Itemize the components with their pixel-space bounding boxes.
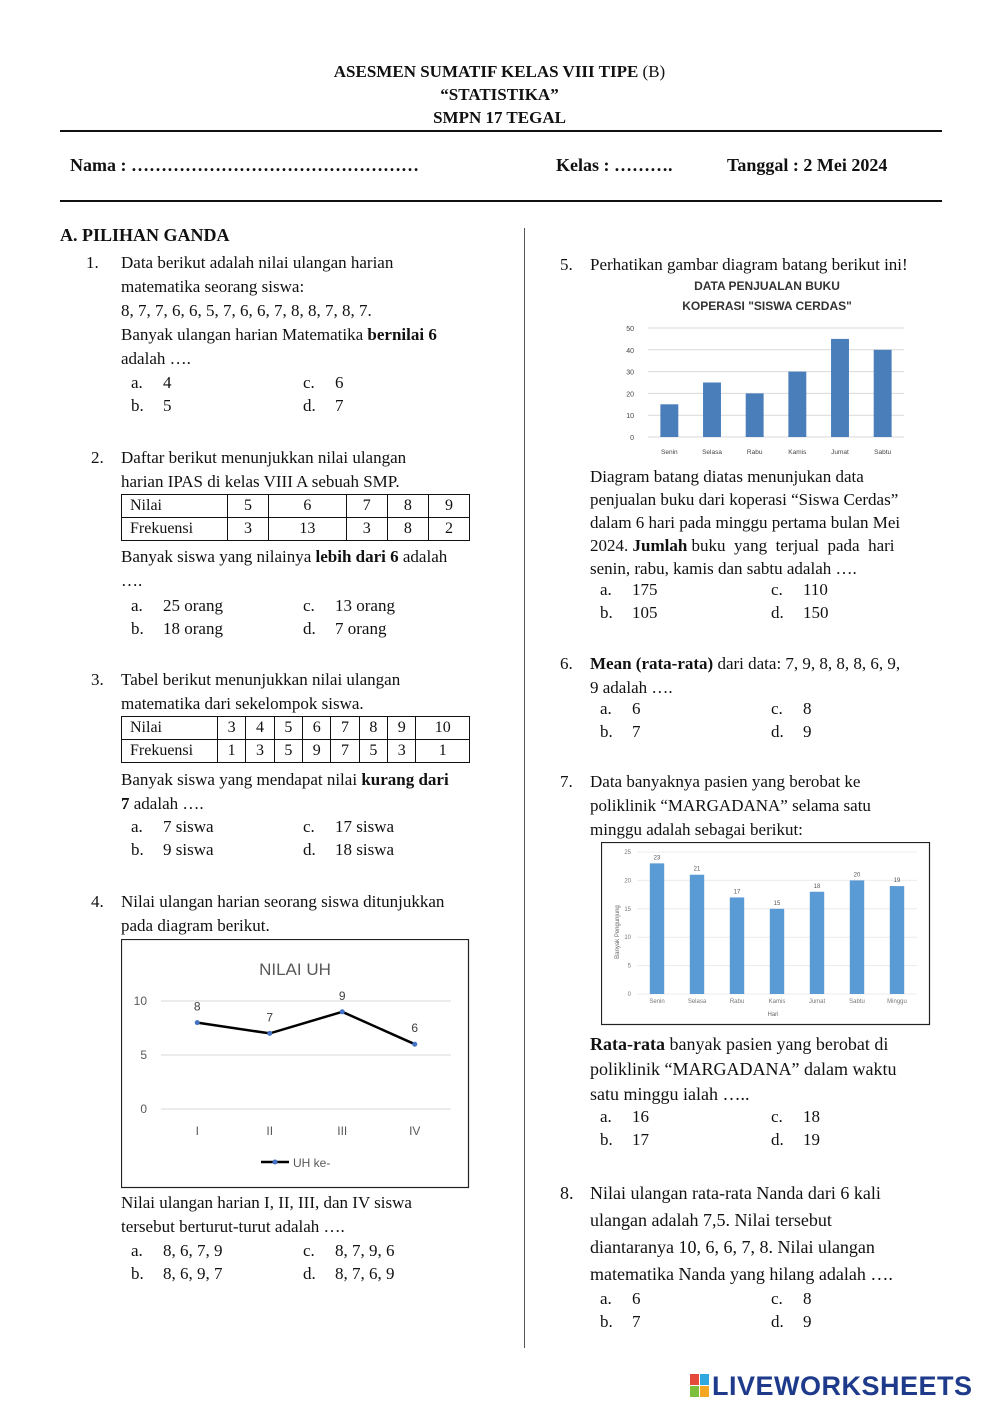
x-tick-label: II [266,1124,274,1138]
data-point [195,1020,200,1025]
x-tick-label: Selasa [687,999,707,1005]
q3-cell: 10 [416,717,470,740]
q2-cell: 8 [387,495,428,518]
q4-text-3: Nilai ulangan harian I, II, III, dan IV siswa [121,1193,412,1212]
data-label: 23 [653,855,661,862]
x-tick-label: Kamis [768,999,786,1005]
q1-text-4: Banyak ulangan harian Matematika bernilai 6 [121,325,437,344]
q1-option-a[interactable]: a. 4 [131,373,172,392]
liveworksheets-logo-icon [690,1374,710,1398]
q1-text-1: Data berikut adalah nilai ulangan harian [121,253,394,272]
x-tick-label: Senin [661,449,678,456]
q8-option-c[interactable]: c. 8 [771,1289,812,1308]
q3-cell: Nilai [122,717,218,740]
q3-cell: 5 [359,740,387,763]
data-label: 18 [813,883,821,890]
bar-chart-penjualan-buku [614,274,914,460]
q3-text-4: 7 adalah …. [121,794,204,813]
school-name: SMPN 17 TEGAL [433,108,566,127]
q5-para-5: senin, rabu, kamis dan sabtu adalah …. [590,559,857,578]
q4-option-c[interactable]: c. 8, 7, 9, 6 [303,1241,395,1260]
q3-cell: 4 [246,717,274,740]
column-divider [524,228,525,1348]
q8-option-a[interactable]: a. 6 [600,1289,641,1308]
q4-text-4: tersebut berturut-turut adalah …. [121,1217,345,1236]
q2-number: 2. [91,448,104,467]
y-tick-label: 10 [624,935,631,942]
x-tick-label: Rabu [746,449,763,456]
q1-option-c[interactable]: c. 6 [303,373,344,392]
data-point [412,1042,417,1047]
x-tick-label: Jumat [831,449,849,456]
bar [650,863,664,994]
q2-option-a[interactable]: a. 25 orang [131,596,223,615]
q6-option-b[interactable]: b. 7 [600,722,641,741]
q3-cell: 3 [246,740,274,763]
q7-number: 7. [560,772,573,791]
nama-field[interactable]: Nama : ………………………………………… [70,155,419,175]
q4-option-b[interactable]: b. 8, 6, 9, 7 [131,1264,223,1283]
x-tick-label: I [195,1124,199,1138]
q2-cell: 8 [387,518,428,541]
q4-text-2: pada diagram berikut. [121,916,270,935]
q1-option-d[interactable]: d. 7 [303,396,344,415]
q2-cell: 5 [228,495,269,518]
identity-divider [60,200,942,202]
q2-text-3: Banyak siswa yang nilainya lebih dari 6 adalah [121,547,448,566]
q2-text-1: Daftar berikut menunjukkan nilai ulangan [121,448,407,467]
q3-cell: 7 [331,717,359,740]
q4-option-d[interactable]: d. 8, 7, 6, 9 [303,1264,395,1283]
q6-option-a[interactable]: a. 6 [600,699,641,718]
q6-option-c[interactable]: c. 8 [771,699,812,718]
q3-table-row-nilai [122,717,470,740]
q7-option-c[interactable]: c. 18 [771,1107,820,1126]
y-tick-label: 5 [627,963,631,970]
q1-text-5: adalah …. [121,349,191,368]
q2-cell: 3 [346,518,387,541]
q2-cell: 3 [228,518,269,541]
data-label: 7 [266,1010,274,1025]
bar [703,383,721,438]
y-tick-label: 25 [624,850,631,856]
data-label: 17 [733,889,741,896]
chart-subtitle: KOPERASI "SISWA CERDAS" [682,299,852,313]
q8-text-4: matematika Nanda yang hilang adalah …. [590,1264,893,1284]
data-label: 21 [693,866,701,873]
data-label: 6 [411,1021,419,1036]
q2-text-4: …. [121,571,143,590]
q2-cell: 7 [346,495,387,518]
q3-cell: Frekuensi [122,740,218,763]
q3-cell: 3 [388,740,416,763]
bar [660,404,678,437]
q2-option-b[interactable]: b. 18 orang [131,619,223,638]
q3-number: 3. [91,670,104,689]
q3-cell: 6 [303,717,331,740]
bar [788,372,806,437]
section-title: A. PILIHAN GANDA [60,225,230,245]
q3-cell: 7 [331,740,359,763]
q8-text-3: diantaranya 10, 6, 6, 7, 8. Nilai ulangan [590,1237,875,1257]
x-tick-label: Sabtu [849,999,865,1005]
q7-option-b[interactable]: b. 17 [600,1130,649,1149]
y-tick-label: 10 [626,413,634,421]
y-tick-label: 0 [140,1102,147,1116]
bar-chart-pasien [601,842,931,1026]
y-axis-title: Banyak Pengunjung [615,905,621,959]
q3-text-3: Banyak siswa yang mendapat nilai kurang dari [121,770,449,789]
q3-option-b[interactable]: b. 9 siswa [131,840,214,859]
q5-option-c[interactable]: c. 110 [771,580,828,599]
q8-option-b[interactable]: b. 7 [600,1312,641,1331]
q2-cell: 2 [428,518,469,541]
tanggal-field: Tanggal : 2 Mei 2024 [727,155,888,175]
q5-para-1: Diagram batang diatas menunjukan data [590,467,864,486]
q2-table-row-nilai [122,495,470,518]
y-tick-label: 40 [626,347,634,355]
q8-option-d[interactable]: d. 9 [771,1312,812,1331]
q2-cell: 9 [428,495,469,518]
x-tick-label: Senin [649,999,665,1005]
q1-option-b[interactable]: b. 5 [131,396,172,415]
bar [730,897,744,994]
bar [831,339,849,437]
doc-title: ASESMEN SUMATIF KELAS VIII TIPE (B) [333,62,666,81]
chart-title: DATA PENJUALAN BUKU [694,279,840,293]
y-tick-label: 10 [133,994,147,1008]
q8-number: 8. [560,1183,574,1203]
q7-option-a[interactable]: a. 16 [600,1107,649,1126]
q1-number: 1. [86,253,99,272]
legend-label: UH ke- [293,1156,331,1170]
q7-text-2: poliklinik “MARGADANA” selama satu [590,796,871,815]
q3-table-row-frekuensi [122,740,470,763]
data-label: 15 [773,900,781,907]
q6-text-1: Mean (rata-rata) dari data: 7, 9, 8, 8, 8, 6, 9, [590,654,901,673]
data-point [267,1031,272,1036]
x-tick-label: Selasa [702,449,722,456]
q1-data: 8, 7, 7, 6, 6, 5, 7, 6, 6, 7, 8, 8, 7, 8, 7. [121,301,372,320]
bar [890,886,904,994]
q3-cell: 1 [218,740,246,763]
q2-table-row-frekuensi [122,518,470,541]
q7-text-3: minggu adalah sebagai berikut: [590,820,803,839]
q3-cell: 5 [274,740,302,763]
q3-cell: 8 [359,717,387,740]
data-label: 20 [853,872,861,879]
line-chart-nilai-uh [121,939,470,1189]
y-tick-label: 0 [627,992,631,998]
doc-subtitle: “STATISTIKA” [440,85,559,104]
q5-para-3: dalam 6 hari pada minggu pertama bulan Mei [590,513,901,532]
q3-cell: 9 [303,740,331,763]
data-point [340,1009,345,1014]
q5-text-1: Perhatikan gambar diagram batang berikut ini! [590,255,908,274]
q3-cell: 3 [218,717,246,740]
bar [874,350,892,437]
y-tick-label: 5 [140,1048,147,1062]
bar [690,875,704,994]
q3-cell: 1 [416,740,470,763]
y-tick-label: 30 [626,369,634,377]
data-label: 8 [193,999,201,1014]
q7-option-d[interactable]: d. 19 [771,1130,820,1149]
q2-option-c[interactable]: c. 13 orang [303,596,395,615]
x-tick-label: III [337,1124,348,1138]
q3-option-d[interactable]: d. 18 siswa [303,840,395,859]
data-label: 9 [338,988,346,1003]
q4-option-a[interactable]: a. 8, 6, 7, 9 [131,1241,223,1260]
q2-cell: Nilai [122,495,228,518]
data-label: 19 [893,878,901,885]
q1-text-2: matematika seorang siswa: [121,277,305,296]
y-tick-label: 20 [626,391,634,399]
x-tick-label: Sabtu [874,449,892,456]
x-tick-label: Jumat [808,999,826,1005]
legend-marker [273,1160,278,1165]
q3-table [121,716,470,763]
x-tick-label: Minggu [887,999,907,1005]
q5-para-2: penjualan buku dari koperasi “Siswa Cerdas” [590,490,899,509]
x-tick-label: Kamis [788,449,807,456]
bar [850,880,864,994]
y-tick-label: 0 [630,435,634,442]
y-tick-label: 20 [624,878,631,885]
q6-option-d[interactable]: d. 9 [771,722,812,741]
q6-number: 6. [560,654,573,673]
q8-text-2: ulangan adalah 7,5. Nilai tersebut [590,1210,832,1230]
bar [810,892,824,994]
y-tick-label: 50 [626,326,634,333]
q3-option-c[interactable]: c. 17 siswa [303,817,395,836]
q2-table [121,494,470,541]
q4-text-1: Nilai ulangan harian seorang siswa ditunjukkan [121,892,445,911]
q3-cell: 5 [274,717,302,740]
q3-cell: 9 [388,717,416,740]
bar [770,909,784,994]
q7-para-2: poliklinik “MARGADANA” dalam waktu [590,1059,897,1079]
kelas-field[interactable]: Kelas : ………. [556,155,673,175]
header-divider [60,130,942,132]
q3-option-a[interactable]: a. 7 siswa [131,817,214,836]
q7-para-1: Rata-rata banyak pasien yang berobat di [590,1034,889,1054]
q2-option-d[interactable]: d. 7 orang [303,619,387,638]
x-tick-label: Rabu [729,999,745,1005]
bar [746,393,764,437]
liveworksheets-brand: LIVEWORKSHEETS [712,1371,973,1401]
q2-cell: 6 [269,495,347,518]
q2-text-2: harian IPAS di kelas VIII A sebuah SMP. [121,472,400,491]
q2-cell: 13 [269,518,347,541]
q7-para-3: satu minggu ialah ….. [590,1084,750,1104]
q3-text-2: matematika dari sekelompok siswa. [121,694,364,713]
x-axis-title: Hari [767,1012,779,1018]
q2-cell: Frekuensi [122,518,228,541]
q5-number: 5. [560,255,573,274]
x-tick-label: IV [409,1124,421,1138]
q4-number: 4. [91,892,104,911]
q5-option-d[interactable]: d. 150 [771,603,829,622]
q5-option-a[interactable]: a. 175 [600,580,658,599]
y-tick-label: 15 [624,906,631,913]
q7-text-1: Data banyaknya pasien yang berobat ke [590,772,861,791]
q6-text-2: 9 adalah …. [590,678,673,697]
q3-text-1: Tabel berikut menunjukkan nilai ulangan [121,670,401,689]
q5-para-4: 2024. Jumlah buku yang terjual pada hari [590,536,895,555]
q5-option-b[interactable]: b. 105 [600,603,658,622]
q8-text-1: Nilai ulangan rata-rata Nanda dari 6 kali [590,1183,881,1203]
chart-title: NILAI UH [259,960,331,979]
